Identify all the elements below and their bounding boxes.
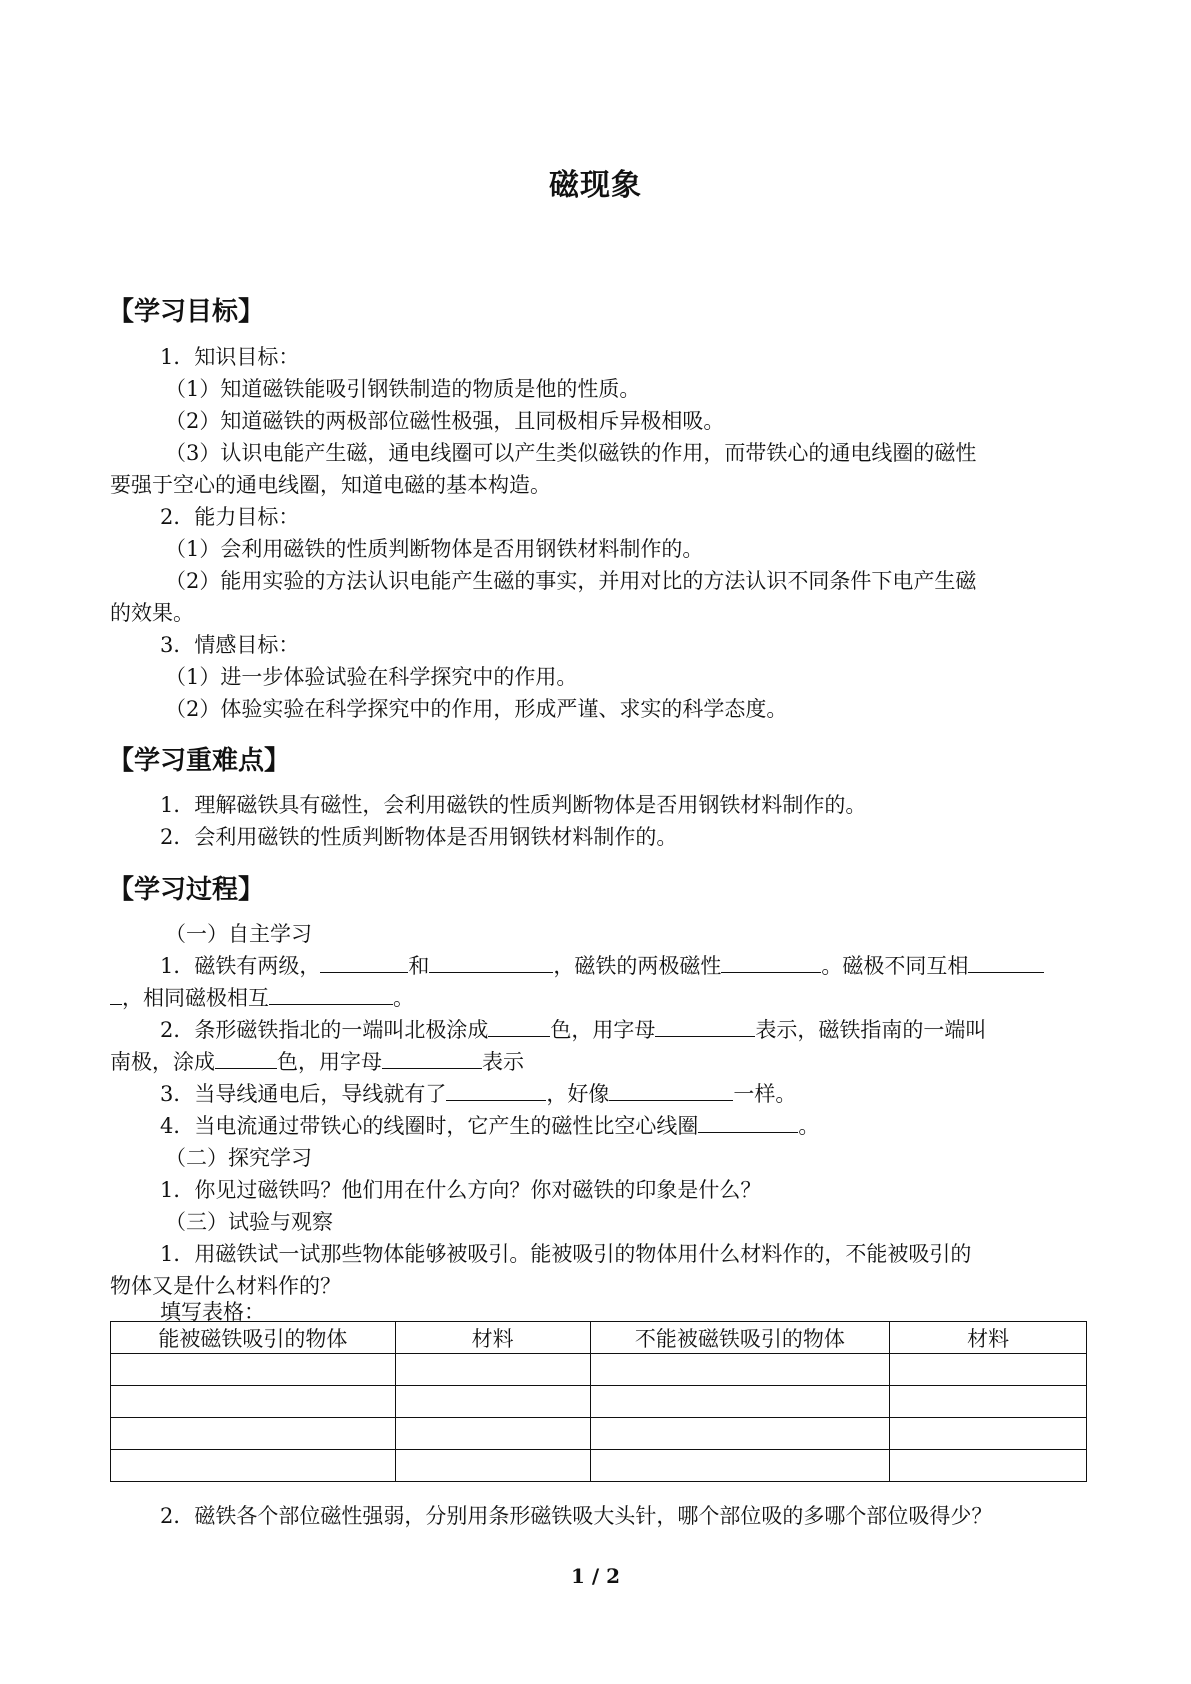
goal-line: （2）能用实验的方法认识电能产生磁的事实，并用对比的方法认识不同条件下电产生磁 xyxy=(165,569,977,593)
table-header: 不能被磁铁吸引的物体 xyxy=(590,1322,890,1354)
section-heading-goals: 【学习目标】 xyxy=(108,297,265,327)
section-heading-key-points: 【学习重难点】 xyxy=(108,746,291,776)
experiment-question-1-line-2: 物体又是什么材料作的？ xyxy=(110,1274,341,1298)
table-cell[interactable] xyxy=(395,1418,590,1450)
answer-blank[interactable] xyxy=(269,982,393,1005)
answer-blank[interactable] xyxy=(488,1014,550,1037)
table-cell[interactable] xyxy=(395,1354,590,1386)
explore-label: （二）探究学习 xyxy=(165,1146,312,1170)
answer-blank[interactable] xyxy=(382,1046,482,1069)
table-row xyxy=(111,1354,1087,1386)
answer-blank[interactable] xyxy=(968,950,1044,973)
table-cell[interactable] xyxy=(890,1418,1087,1450)
answer-blank[interactable] xyxy=(721,950,821,973)
goal-line: （1）知道磁铁能吸引钢铁制造的物质是他的性质。 xyxy=(165,377,641,401)
experiment-question-1-line-1: 1．用磁铁试一试那些物体能够被吸引。能被吸引的物体用什么材料作的，不能被吸引的 xyxy=(160,1242,972,1266)
table-cell[interactable] xyxy=(590,1386,890,1418)
question-4: 4．当电流通过带铁心的线圈时，它产生的磁性比空心线圈 。 xyxy=(160,1110,1140,1142)
answer-blank[interactable] xyxy=(609,1078,733,1101)
table-cell[interactable] xyxy=(890,1354,1087,1386)
section-heading-process: 【学习过程】 xyxy=(108,875,265,905)
table-cell[interactable] xyxy=(590,1418,890,1450)
table-cell[interactable] xyxy=(395,1450,590,1482)
answer-blank[interactable] xyxy=(215,1046,277,1069)
table-header: 能被磁铁吸引的物体 xyxy=(111,1322,396,1354)
answer-blank[interactable] xyxy=(698,1110,798,1133)
table-row xyxy=(111,1386,1087,1418)
goal-line: （1）会利用磁铁的性质判断物体是否用钢铁材料制作的。 xyxy=(165,537,704,561)
question-3: 3．当导线通电后，导线就有了 ，好像 一样。 xyxy=(160,1078,1140,1110)
goal-line: 要强于空心的通电线圈，知道电磁的基本构造。 xyxy=(110,473,551,497)
table-row xyxy=(111,1450,1087,1482)
table-cell[interactable] xyxy=(590,1354,890,1386)
page-number: 1 / 2 xyxy=(570,1564,621,1588)
table-cell[interactable] xyxy=(590,1450,890,1482)
question-2-line-1: 2．条形磁铁指北的一端叫北极涂成 色，用字母 表示，磁铁指南的一端叫 xyxy=(160,1014,1140,1046)
key-point-line: 2．会利用磁铁的性质判断物体是否用钢铁材料制作的。 xyxy=(160,825,678,849)
experiment-label: （三）试验与观察 xyxy=(165,1210,333,1234)
question-1-line-2: ，相同磁极相互 。 xyxy=(110,982,1090,1014)
explore-question-1: 1．你见过磁铁吗？他们用在什么方向？你对磁铁的印象是什么？ xyxy=(160,1178,762,1202)
table-cell[interactable] xyxy=(111,1386,396,1418)
table-header: 材料 xyxy=(395,1322,590,1354)
table-cell[interactable] xyxy=(395,1386,590,1418)
fill-in-table xyxy=(110,1321,1087,1482)
table-cell[interactable] xyxy=(890,1386,1087,1418)
answer-blank[interactable] xyxy=(110,982,122,1005)
self-study-label: （一）自主学习 xyxy=(165,922,312,946)
key-point-line: 1．理解磁铁具有磁性，会利用磁铁的性质判断物体是否用钢铁材料制作的。 xyxy=(160,793,867,817)
answer-blank[interactable] xyxy=(446,1078,546,1101)
goal-line: （1）进一步体验试验在科学探究中的作用。 xyxy=(165,665,578,689)
table-cell[interactable] xyxy=(111,1354,396,1386)
table-header-row xyxy=(111,1322,1087,1354)
table-cell[interactable] xyxy=(111,1418,396,1450)
answer-blank[interactable] xyxy=(655,1014,755,1037)
goal-line: 3．情感目标： xyxy=(160,633,300,657)
table-header: 材料 xyxy=(890,1322,1087,1354)
experiment-question-2: 2．磁铁各个部位磁性强弱，分别用条形磁铁吸大头针，哪个部位吸的多哪个部位吸得少？ xyxy=(160,1504,993,1528)
answer-blank[interactable] xyxy=(429,950,553,973)
fill-table-label: 填写表格： xyxy=(160,1300,265,1324)
goal-line: （2）知道磁铁的两极部位磁性极强，且同极相斥异极相吸。 xyxy=(165,409,725,433)
goal-line: 的效果。 xyxy=(110,601,194,625)
question-2-line-2: 南极，涂成 色，用字母 表示 xyxy=(110,1046,1090,1078)
goal-line: （3）认识电能产生磁，通电线圈可以产生类似磁铁的作用，而带铁心的通电线圈的磁性 xyxy=(165,441,977,465)
question-1-line-1: 1．磁铁有两级， 和 ，磁铁的两极磁性 。磁极不同互相 xyxy=(160,950,1140,982)
table-cell[interactable] xyxy=(111,1450,396,1482)
goal-line: （2）体验实验在科学探究中的作用，形成严谨、求实的科学态度。 xyxy=(165,697,788,721)
page-title: 磁现象 xyxy=(549,168,642,203)
answer-blank[interactable] xyxy=(320,950,408,973)
goal-line: 2．能力目标： xyxy=(160,505,300,529)
goal-line: 1．知识目标： xyxy=(160,345,300,369)
table-cell[interactable] xyxy=(890,1450,1087,1482)
table-row xyxy=(111,1418,1087,1450)
